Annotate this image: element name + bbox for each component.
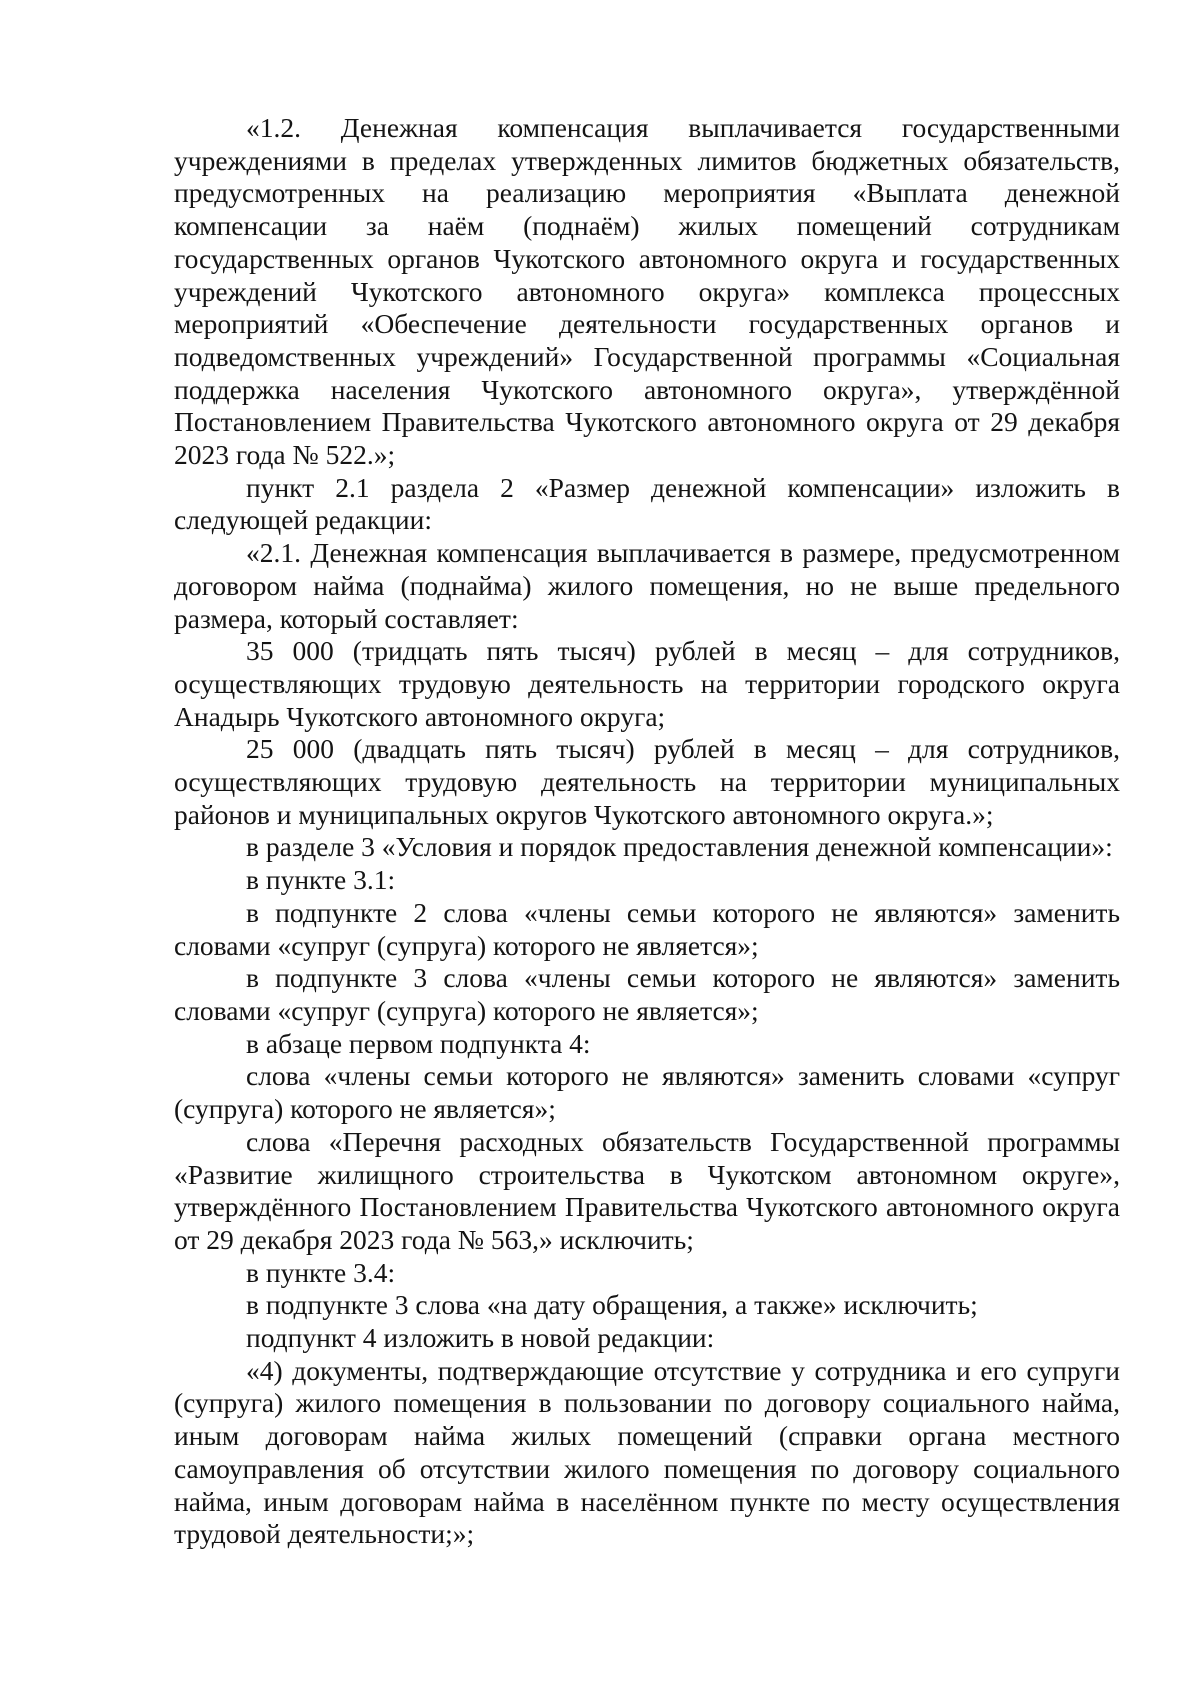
- paragraph-section-3: в разделе 3 «Условия и порядок предоставления денежной компенсации»:: [246, 831, 1113, 863]
- paragraph-words-list: слова «Перечня расходных обязательств Государственной программы «Развитие жилищного строительства в Чукотском автономном округе», утверждённого Постановлением Правительства Чукотского автономного округа от 29 декабря 2023 года № 563,» исключить;: [174, 1125, 1120, 1255]
- paragraph-35000-limit: 35 000 (тридцать пять тысяч) рублей в месяц – для сотрудников, осуществляющих трудовую деятельность на территории городского округа Анадырь Чукотского автономного округа;: [174, 635, 1120, 732]
- paragraph-subpoint-4-first: в абзаце первом подпункта 4:: [246, 1027, 591, 1059]
- paragraph-words-family: слова «члены семьи которого не являются» заменить словами «супруг (супруга) которого не является»;: [174, 1060, 1120, 1125]
- paragraph-documents: «4) документы, подтверждающие отсутствие у сотрудника и его супруги (супруга) жилого помещения в пользовании по договору социального найма, иным договорам найма жилых помещений (справки органа местного самоуправления об отсутствии жилого помещения по договору социального найма, иным договорам найма в населённом пункте по месту осуществления трудовой деятельности;»;: [174, 1354, 1120, 1550]
- paragraph-subpoint-3-date: в подпункте 3 слова «на дату обращения, а также» исключить;: [246, 1289, 978, 1321]
- paragraph-subpoint-4-new: подпункт 4 изложить в новой редакции:: [246, 1322, 715, 1354]
- paragraph-point-3-1: в пункте 3.1:: [246, 864, 396, 896]
- paragraph-subpoint-2: в подпункте 2 слова «члены семьи которого не являются» заменить словами «супруг (супруга) которого не является»;: [174, 896, 1120, 961]
- paragraph-section-2-1-intro: пункт 2.1 раздела 2 «Размер денежной компенсации» изложить в следующей редакции:: [174, 471, 1120, 536]
- paragraph-25000-limit: 25 000 (двадцать пять тысяч) рублей в месяц – для сотрудников, осуществляющих трудовую деятельность на территории муниципальных районов и муниципальных округов Чукотского автономного округа.»;: [174, 733, 1120, 830]
- paragraph-point-3-4: в пункте 3.4:: [246, 1256, 396, 1288]
- paragraph-2-1: «2.1. Денежная компенсация выплачивается в размере, предусмотренном договором найма (поднайма) жилого помещения, но не выше предельного размера, который составляет:: [174, 537, 1120, 634]
- paragraph-1-2: «1.2. Денежная компенсация выплачивается государственными учреждениями в пределах утвержденных лимитов бюджетных обязательств, предусмотренных на реализацию мероприятия «Выплата денежной компенсации за наём (поднаём) жилых помещений сотрудникам государственных органов Чукотского автономного округа и государственных учреждений Чукотского автономного округа» комплекса процессных мероприятий «Обеспечение деятельности государственных органов и подведомственных учреждений» Государственной программы «Социальная поддержка населения Чукотского автономного округа», утверждённой Постановлением Правительства Чукотского автономного округа от 29 декабря 2023 года № 522.»;: [174, 112, 1120, 471]
- paragraph-subpoint-3: в подпункте 3 слова «члены семьи которого не являются» заменить словами «супруг (супруга) которого не является»;: [174, 962, 1120, 1026]
- document-body: [174, 112, 1120, 1551]
